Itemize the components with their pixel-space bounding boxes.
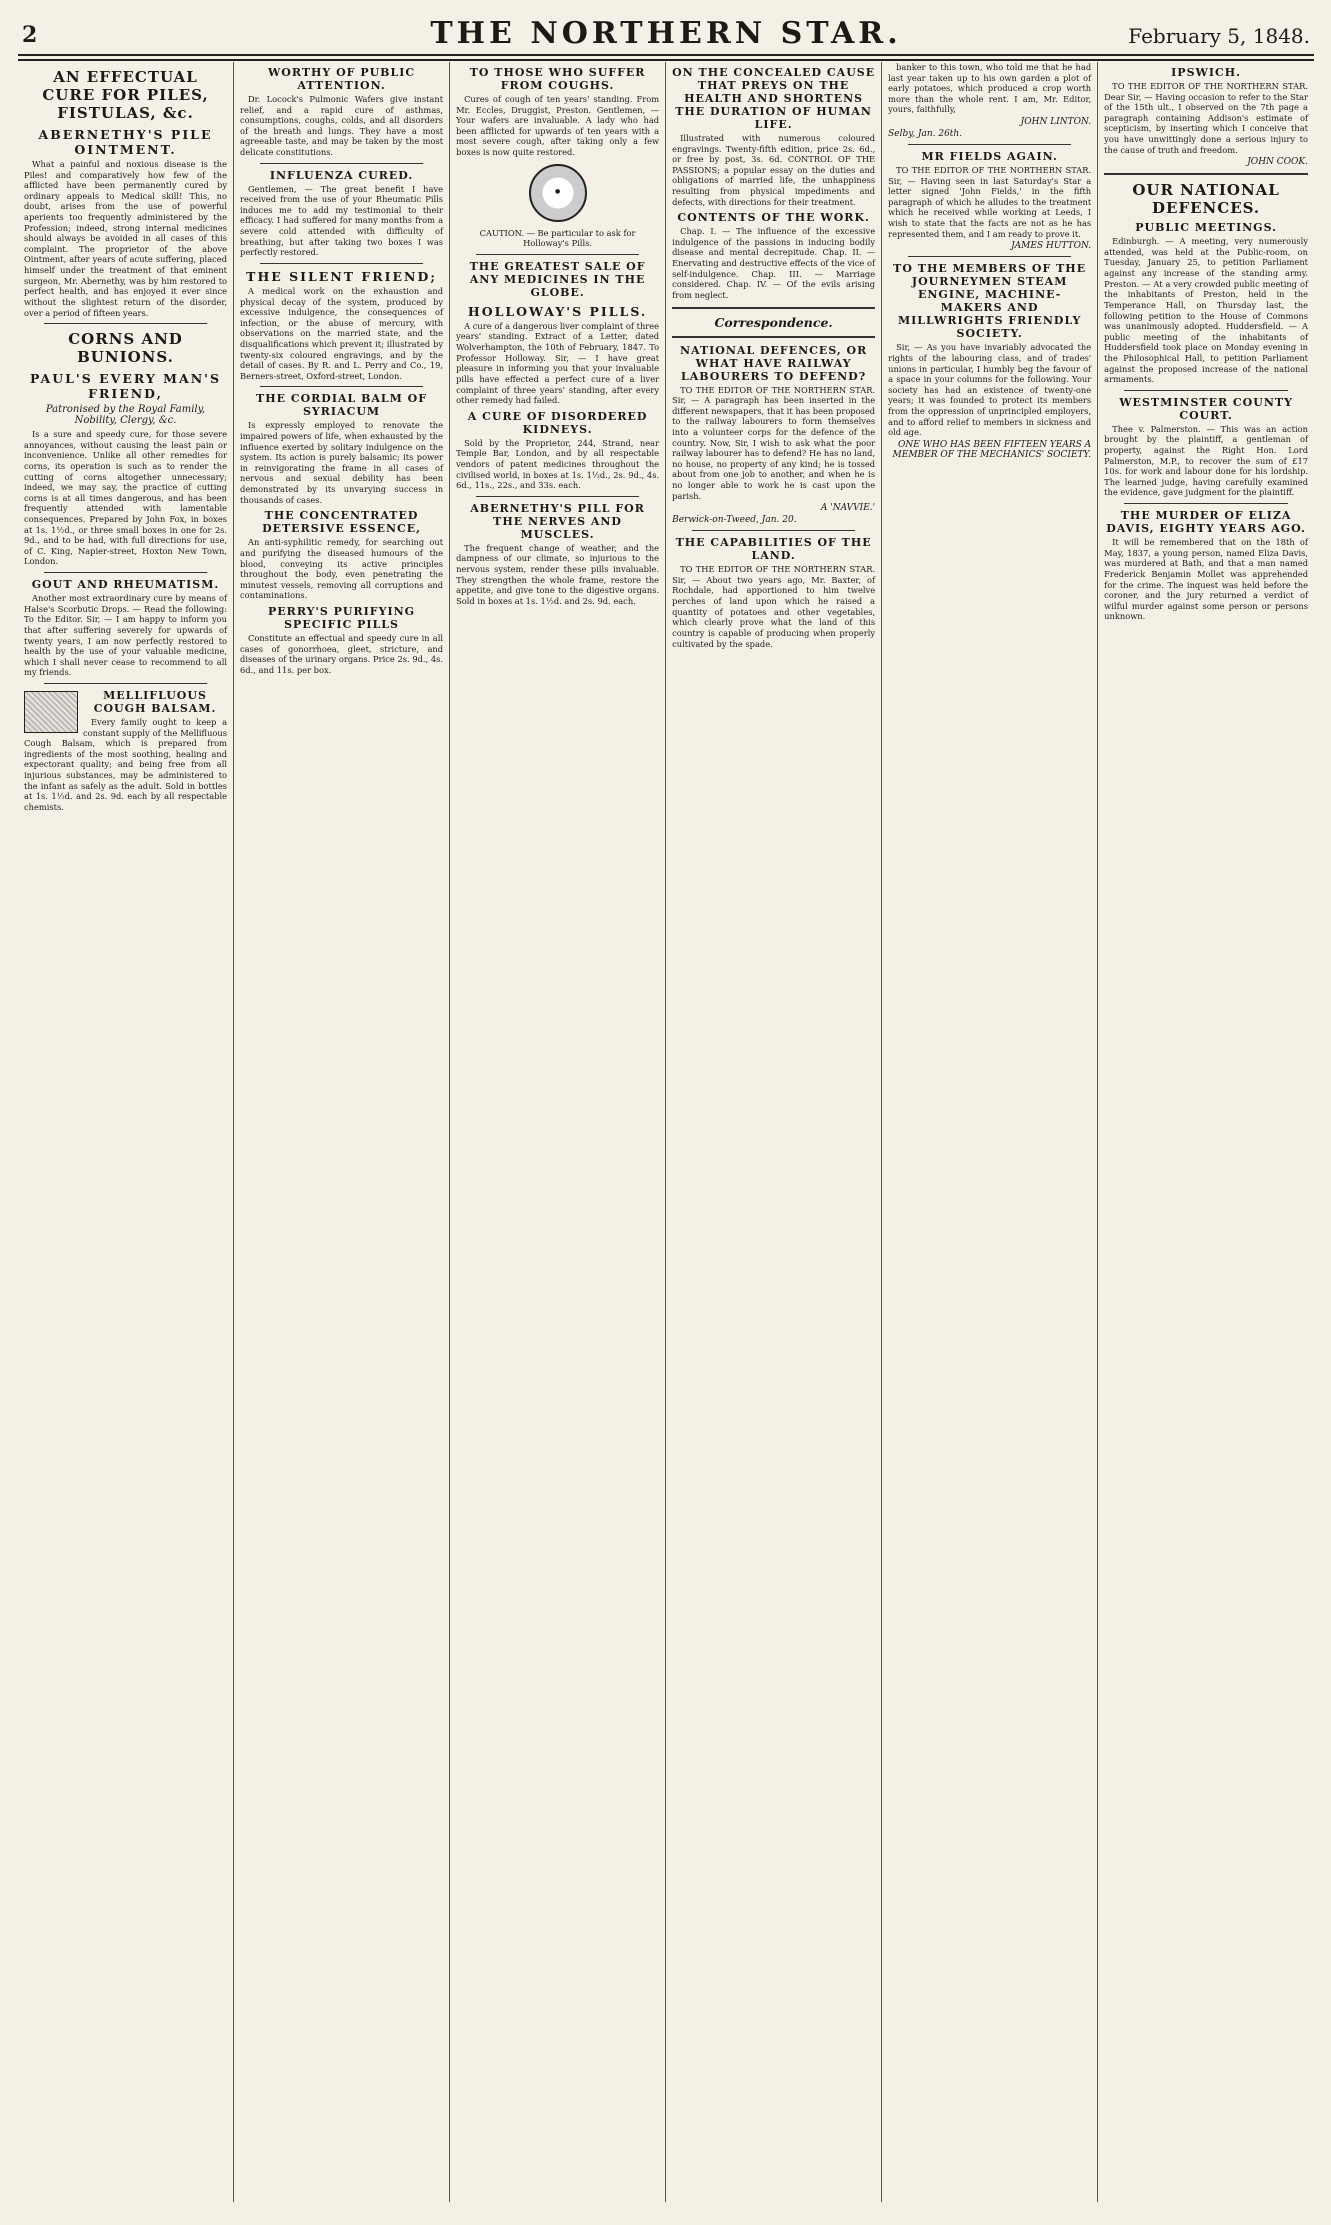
divider [260, 263, 423, 264]
engraving-illustration [24, 691, 78, 733]
column-3 [450, 62, 666, 2202]
heading-concealed-cause: ON THE CONCEALED CAUSE THAT PREYS ON THE HEALTH AND SHORTENS THE DURATION OF HUMAN LIFE. [672, 66, 876, 131]
heading-correspondence: Correspondence. [714, 314, 833, 330]
heading-worthy-attention: WORTHY OF PUBLIC ATTENTION. [267, 66, 416, 92]
westminster-body: Thee v. Palmerston. — This was an action brought by the plaintiff, a gentleman of property, against the Right Hon. Lord Palmerston, M.P., to recover the sum of £17 10s. for work and labour done for his lordship. The learned judge, having carefully examined the evidence, gave judgment for the plaintiff. [1104, 423, 1309, 498]
headline-piles: AN EFFECTUAL CURE FOR PILES, FISTULAS, &c. [42, 68, 209, 122]
worthy-body: Dr. Locock's Pulmonic Wafers give instant relief, and a rapid cure of asthmas, consumptions, coughs, colds, and all disorders of the breath and lungs. They have a most agreeable taste, and may be taken by the most delicate constitutions. [240, 94, 444, 158]
columns [18, 62, 1314, 2202]
heading-influenza: INFLUENZA CURED. [269, 168, 414, 182]
heading-public-meetings: PUBLIC MEETINGS. [1135, 221, 1277, 235]
heading-silent-friend: THE SILENT FRIEND; [246, 268, 437, 284]
divider [260, 163, 423, 164]
gout-body: Another most extraordinary cure by means of Halse's Scorbutic Drops. — Read the following: To the Editor. Sir, — I am happy to inform you that after suffering severely for upwards of twenty years, I am now perfectly restored to health by the use of your valuable medicine, which I shall never cease to recommend to all my friends. [24, 593, 228, 678]
silent-friend-body: A medical work on the exhaustion and physical decay of the system, produced by excessive indulgence, the consequences of infection, or the abuse of mercury, with observations on the married state, and the disqualifications which prevent it; illustrated by twenty-six coloured engravings, and by the detail of cases. By R. and L. Perry and Co., 19, Berners-street, Oxford-street, London. [240, 285, 444, 381]
divider [476, 496, 639, 497]
section-rule [672, 307, 875, 309]
masthead-rule [18, 59, 1314, 61]
abernethy-pill-body: The frequent change of weather, and the dampness of our climate, so injurious to the nervous system, render these pills invaluable. They strengthen the whole frame, restore the appetite, and give tone to the digestive organs. Sold in boxes at 1s. 1½d. and 2s. 9d. each. [456, 542, 660, 606]
heading-ipswich: IPSWICH. [1171, 66, 1241, 79]
heading-coughs: TO THOSE WHO SUFFER FROM COUGHS. [469, 66, 646, 92]
ad-body-pile-ointment: What a painful and noxious disease is the Piles! and comparatively how few of the afflicted have been permanently cured by ordinary appeals to Medical skill! This, no doubt, arises from the use of powerful aperients too frequently administered by the Profession; indeed, strong internal medicines should always be avoided in all cases of this complaint. The proprietor of the above Ointment, after years of acute suffering, placed himself under the treatment of that eminent surgeon, Mr. Abernethy, was by him restored to perfect health, and has enjoyed it ever since without the slightest return of the disorder, over a period of fifteen years. [24, 159, 228, 318]
ipswich-signature: JOHN COOK. [1247, 157, 1309, 168]
concealed-cause-body: Illustrated with numerous coloured engravings. Twenty-fifth edition, price 2s. 6d., or free by post, 3s. 6d. CONTROL OF THE PASSIONS; a popular essay on the duties and obligations of married life, the unhappiness resulting from physical impediments and defects, with directions for their treatment. [672, 133, 876, 207]
railway-place-date: Berwick-on-Tweed, Jan. 20. [672, 515, 797, 526]
detersive-essence-body: An anti-syphilitic remedy, for searching out and purifying the diseased humours of the blood, conveying its active principles throughout the body, even penetrating the minutest vessels, removing all corruptions and contaminations. [240, 537, 444, 601]
kidneys-body: Sold by the Proprietor, 244, Strand, near Temple Bar, London, and by all respectable vendors of patent medicines throughout the civilised world, in boxes at 1s. 1½d., 2s. 9d., 4s. 6d., 11s., 22s., and 33s. each. [456, 437, 660, 491]
heading-kidneys: A CURE OF DISORDERED KIDNEYS. [467, 409, 648, 436]
heading-eliza-davis: THE MURDER OF ELIZA DAVIS, EIGHTY YEARS AGO. [1106, 509, 1306, 536]
ipswich-letter-body: TO THE EDITOR OF THE NORTHERN STAR. Dear Sir, — Having occasion to refer to the Star of the 15th ult., I observed on the 7th page a paragraph containing Addison's estimate of scepticism, by inserting which I conceive that you have unwittingly done a serious injury to the cause of truth and freedom. [1104, 81, 1309, 155]
engineers-signature: ONE WHO HAS BEEN FIFTEEN YEARS A MEMBER OF THE MECHANICS' SOCIETY. [892, 439, 1092, 460]
heading-contents: CONTENTS OF THE WORK. [677, 211, 870, 225]
section-rule [1104, 173, 1308, 175]
divider [476, 254, 639, 255]
heading-capabilities-land: THE CAPABILITIES OF THE LAND. [675, 536, 872, 563]
cough-balsam-body: Every family ought to keep a constant supply of the Mellifluous Cough Balsam, which is prepared from ingredients of the most soothing, healing and expectorant quality; and being free from all injurious substances, may be administered to the infant as safely as the adult. Sold in bottles at 1s. 1½d. and 2s. 9d. each by all respectable chemists. [24, 716, 228, 812]
column-4 [666, 62, 882, 2202]
newspaper-title: THE NORTHERN STAR. [430, 16, 902, 51]
divider [44, 323, 207, 324]
divider [1124, 390, 1288, 391]
heading-cordial-balm: THE CORDIAL BALM OF SYRIACUM [256, 392, 428, 419]
heading-greatest-sale: THE GREATEST SALE OF ANY MEDICINES IN THE GLOBE. [469, 259, 646, 299]
heading-pauls-friend: PAUL'S EVERY MAN'S FRIEND, [30, 371, 221, 402]
column-1 [18, 62, 234, 2202]
masthead [18, 10, 1314, 56]
heading-steam-engine-society: TO THE MEMBERS OF THE JOURNEYMEN STEAM ENGINE, MACHINE-MAKERS AND MILLWRIGHTS FRIENDLY SOCIETY. [893, 262, 1087, 341]
holloway-body: A cure of a dangerous liver complaint of three years' standing. Extract of a Letter, dated Wolverhampton, the 10th of February, 1847. To Professor Holloway. Sir, — I have great pleasure in informing you that your invaluable pills have effected a perfect cure of a liver complaint of three years' standing, after every other remedy had failed. [456, 320, 660, 406]
ad-title-pile-ointment: ABERNETHY'S PILE OINTMENT. [38, 127, 213, 157]
holloway-seal-emblem: ● [529, 164, 587, 222]
heading-cough-balsam: MELLIFLUOUS COUGH BALSAM. [93, 688, 217, 715]
heading-railway-labourers: NATIONAL DEFENCES, OR WHAT HAVE RAILWAY LABOURERS TO DEFEND? [679, 343, 868, 383]
divider [260, 386, 423, 387]
capabilities-body: TO THE EDITOR OF THE NORTHERN STAR. Sir, — About two years ago, Mr. Baxter, of Rochdale, had apportioned to him twelve perches of land upon which he raised a quantity of potatoes and other vegetables, which clearly prove what the land of this country is capable of producing when properly cultivated by the spade. [672, 564, 876, 649]
heading-detersive-essence: THE CONCENTRATED DETERSIVE ESSENCE, [262, 509, 421, 536]
heading-westminster-court: WESTMINSTER COUNTY COURT. [1119, 395, 1293, 422]
heading-mr-fields: MR FIELDS AGAIN. [921, 150, 1058, 164]
divider [908, 256, 1071, 257]
perry-pills-body: Constitute an effectual and speedy cure in all cases of gonorrhoea, gleet, stricture, and diseases of the urinary organs. Price 2s. 9d., 4s. 6d., and 11s. per box. [240, 632, 444, 675]
fields-signature: JAMES HUTTON. [1011, 241, 1092, 252]
heading-holloway-pills: HOLLOWAY'S PILLS. [467, 303, 648, 319]
coughs-body: Cures of cough of ten years' standing. From Mr. Eccles, Druggist, Preston. Gentlemen, — Your wafers are invaluable. A lady who had been afflicted for upwards of ten years with a most severe cough, after taking only a few boxes is now quite restored. [456, 94, 660, 158]
public-meetings-body: Edinburgh. — A meeting, very numerously attended, was held at the Public-room, on Tuesday, January 25, to petition Parliament against any increase of the standing army. Preston. — At a very crowded public meeting of the inhabitants of Preston, held in the Temperance Hall, on Thursday last, the following petition to the House of Commons was unanimously adopted. Huddersfield. — A public meeting of the inhabitants of Huddersfield took place on Monday evening in the Philosophical Hall, to petition Parliament against the proposed increase of the national armaments. [1104, 236, 1309, 385]
pauls-friend-subtitle: Patronised by the Royal Family, Nobility, Clergy, &c. [45, 404, 206, 427]
divider [44, 572, 207, 573]
caution-notice: CAUTION. — Be particular to ask for Holloway's Pills. [479, 227, 636, 249]
heading-national-defences: OUR NATIONAL DEFENCES. [1132, 181, 1280, 218]
influenza-body: Gentlemen, — The great benefit I have received from the use of your Rheumatic Pills induces me to add my testimonial to their efficacy. I had suffered for many months from a severe cold attended with difficulty of breathing, but after taking two boxes I was perfectly restored. [240, 183, 444, 258]
linton-place-date: Selby, Jan. 26th. [888, 129, 963, 140]
cordial-balm-body: Is expressly employed to renovate the impaired powers of life, when exhausted by the influence exerted by solitary indulgence on the system. Its action is purely balsamic; its power in reinvigorating the frame in all cases of nervous and sexual debility has been demonstrated by its unvarying success in thousands of cases. [240, 420, 444, 505]
fields-letter-body: TO THE EDITOR OF THE NORTHERN STAR. Sir, — Having seen in last Saturday's Star a letter signed 'John Fields,' in the fifth paragraph of which he alludes to the treatment which he received while working at Leeds, I wish to state that the facts are not as he has represented them, and I am ready to prove it. [888, 165, 1092, 239]
divider [44, 683, 207, 684]
issue-date: February 5, 1848. [1128, 24, 1310, 48]
linton-letter-body: banker to this town, who told me that he had last year taken up to his own garden a plot of early potatoes, which produced a crop worth more than the whole rent. I am, Mr. Editor, yours, faithfully, [888, 62, 1092, 115]
heading-gout: GOUT AND RHEUMATISM. [31, 578, 220, 592]
railway-signature: A 'NAVVIE.' [820, 503, 876, 514]
contents-body: Chap. I. — The influence of the excessive indulgence of the passions in inducing bodily disease and mental decrepitude. Chap. II. — Enervating and destructive effects of the vice of self-indulgence. Chap. III. — Marriage considered. Chap. IV. — Of the evils arising from neglect. [672, 226, 876, 300]
page-number: 2 [22, 22, 38, 48]
column-5 [882, 62, 1098, 2202]
divider [692, 530, 855, 531]
column-2 [234, 62, 450, 2202]
divider [908, 144, 1071, 145]
divider [1124, 503, 1288, 504]
heading-perry-pills: PERRY'S PURIFYING SPECIFIC PILLS [268, 604, 416, 631]
newspaper-page [18, 10, 1314, 2210]
engineers-letter-body: Sir, — As you have invariably advocated the rights of the labouring class, and of trades' unions in particular, I humbly beg the favour of a space in your columns for the following. Your society has had an existence of twenty-one years; it was founded to protect its members from the oppression of unprincipled employers, and to afford relief to members in sickness and old age. [888, 342, 1092, 438]
section-rule [672, 336, 875, 338]
column-6 [1098, 62, 1314, 2202]
railway-letter-body: TO THE EDITOR OF THE NORTHERN STAR. Sir, — A paragraph has been inserted in the different newspapers, that it has been proposed to the railway labourers to form themselves into a volunteer corps for the defence of the country. Now, Sir, I wish to ask what the poor railway labourer has to defend? He has no land, no house, no property of any kind; he is tossed about from one job to another, and when he is no longer able to work he is cast upon the parish. [672, 384, 876, 501]
pauls-friend-body: Is a sure and speedy cure, for those severe annoyances, without causing the least pain or inconvenience. Unlike all other remedies for corns, its operation is such as to render the cutting of corns altogether unnecessary; indeed, we may say, the practice of cutting corns is at all times dangerous, and has been frequently attended with lamentable consequences. Prepared by John Fox, in boxes at 1s. 1½d., or three small boxes in one for 2s. 9d., and to be had, with full directions for use, of C. King, Napier-street, Hoxton New Town, London. [24, 429, 228, 567]
eliza-davis-body: It will be remembered that on the 18th of May, 1837, a young person, named Eliza Davis, was murdered at Bath, and that a man named Frederick Benjamin Mollet was apprehended for the crime. The inquest was held before the coroner, and the jury returned a verdict of wilful murder against some person or persons unknown. [1104, 537, 1309, 622]
linton-signature: JOHN LINTON. [1020, 117, 1092, 128]
heading-abernethy-pill: ABERNETHY'S PILL FOR THE NERVES AND MUSCLES. [470, 501, 645, 541]
heading-corns: CORNS AND BUNIONS. [68, 330, 183, 367]
